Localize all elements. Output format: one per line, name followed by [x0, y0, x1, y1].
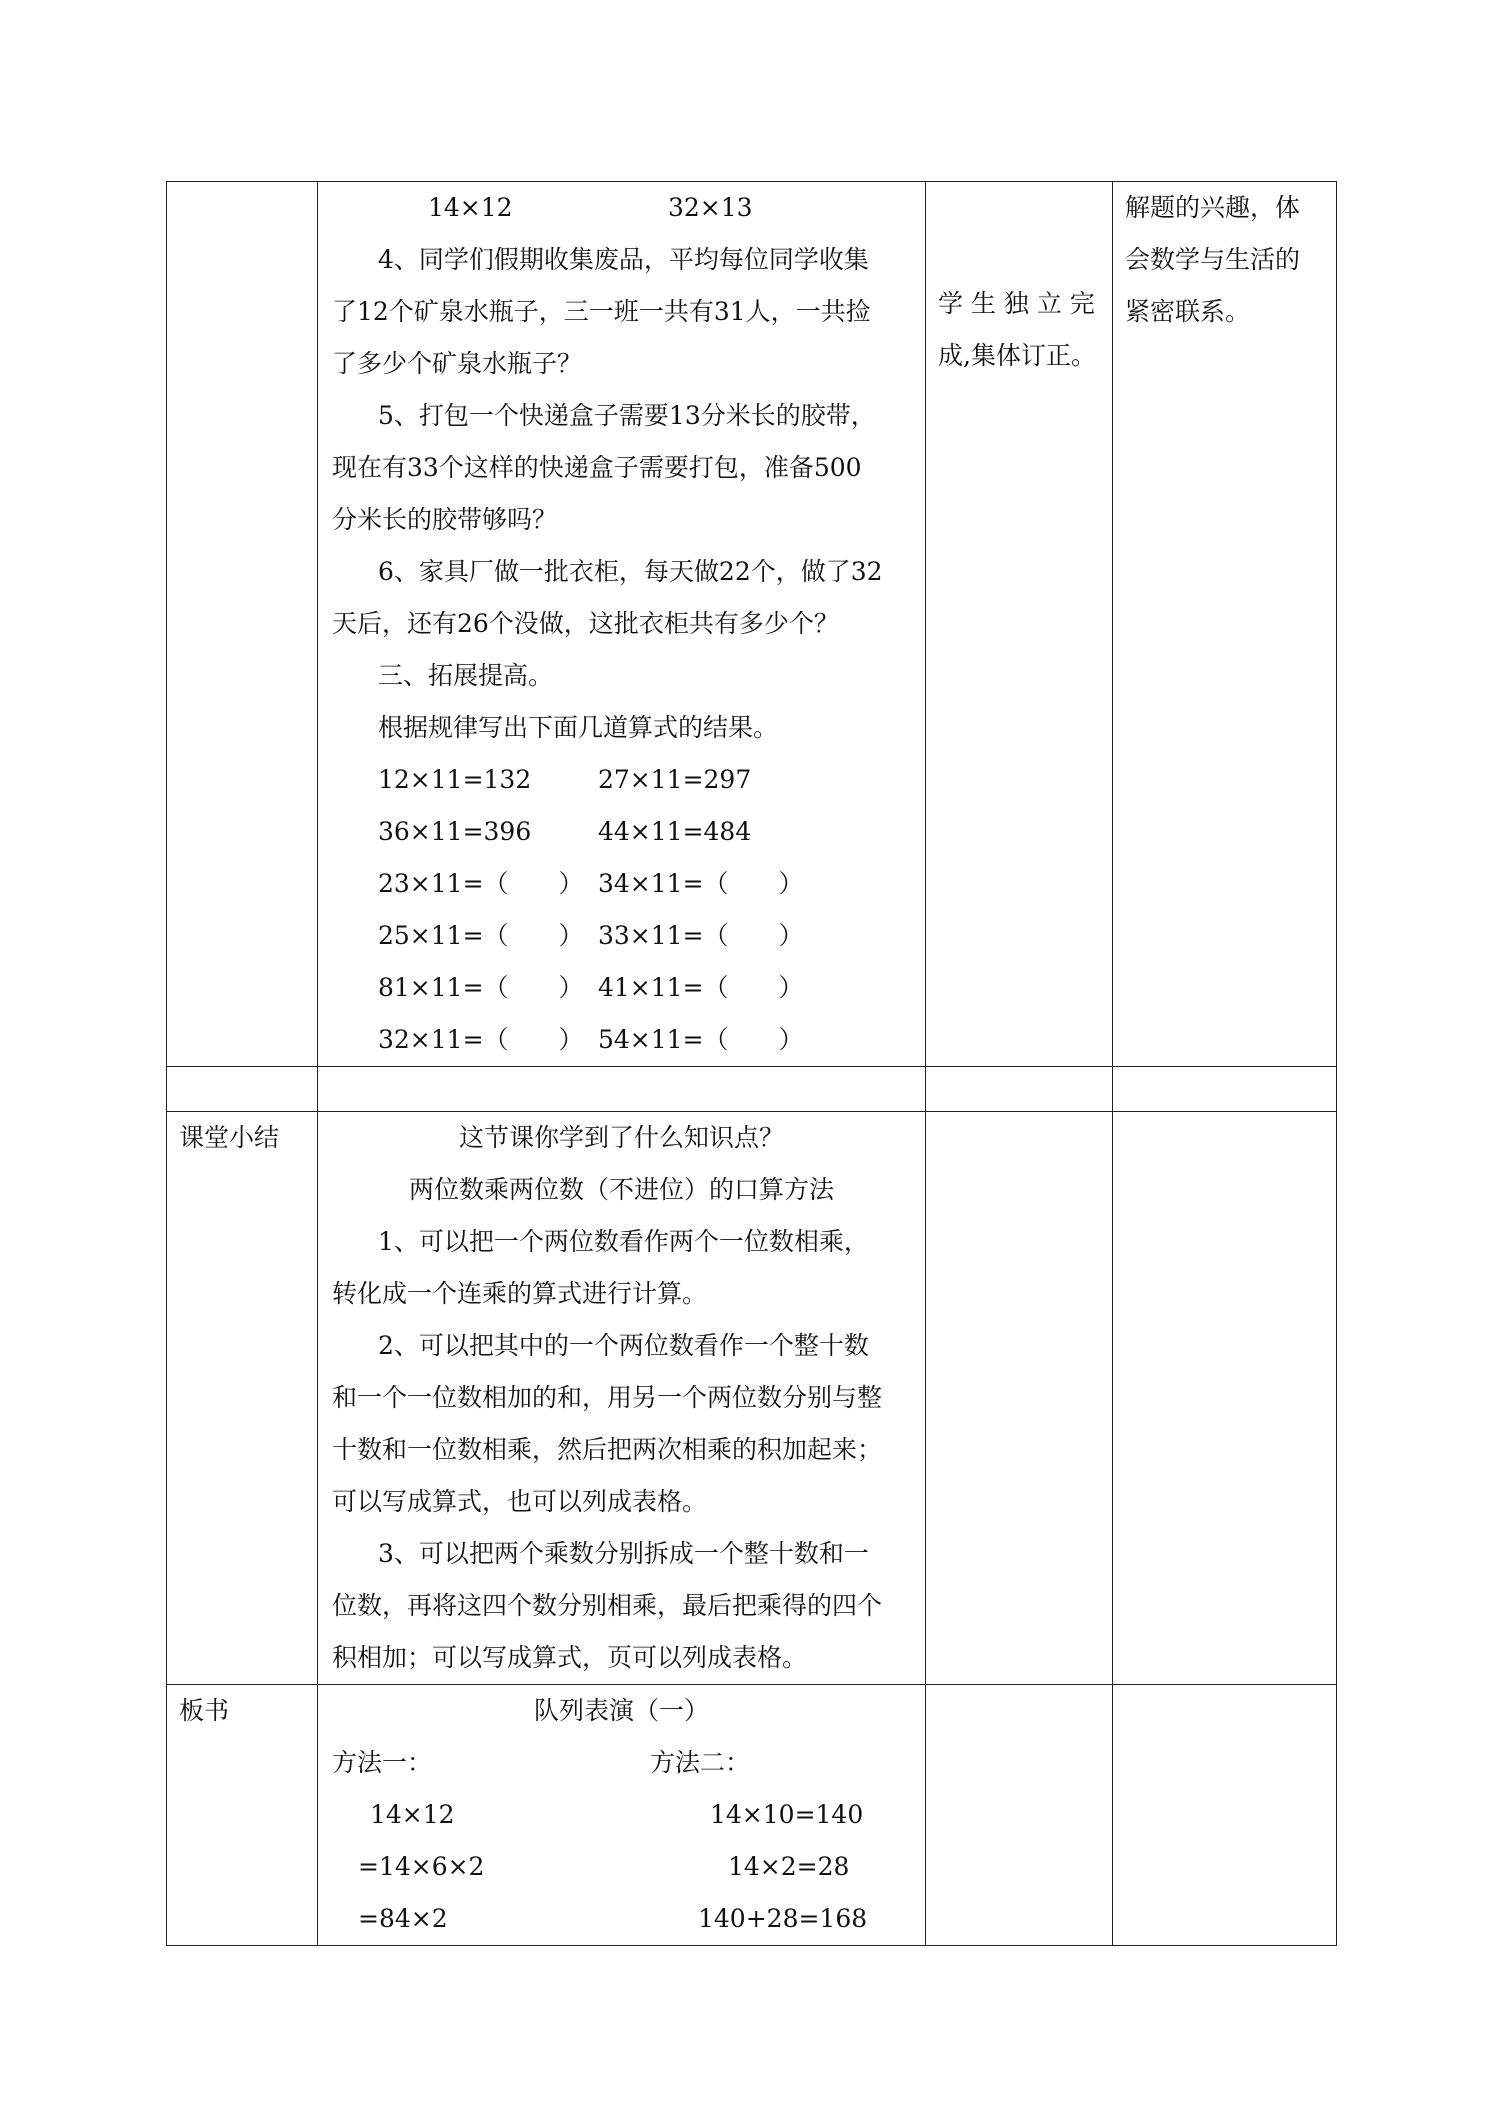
board-label-cell	[167, 1685, 318, 1946]
method2-step: 14×2=28	[728, 1852, 850, 1881]
example-row	[318, 962, 925, 1014]
method2-step: 140+28=168	[698, 1904, 868, 1933]
board-content-cell	[318, 1685, 926, 1946]
empty-cell	[926, 1112, 1113, 1685]
intent-line2: 会数学与生活的	[1125, 245, 1301, 274]
example-row	[318, 858, 925, 910]
section-3-heading: 三、拓展提高。	[378, 661, 554, 690]
student-activity-line2: 成,集体订正。	[938, 341, 1096, 370]
example-left: 12×11=132	[378, 765, 532, 794]
intent-line3: 紧密联系。	[1125, 297, 1251, 326]
example-row	[318, 910, 925, 962]
exercise-row	[167, 182, 1337, 1067]
summary-p3-line3: 积相加；可以写成算式，页可以列成表格。	[332, 1643, 808, 1672]
example-left: 32×11=（ ）	[378, 1025, 584, 1054]
exercise-content-cell	[318, 182, 926, 1067]
summary-p2-line2: 和一个一位数相加的和，用另一个两位数分别与整	[332, 1383, 883, 1412]
student-activity-line1: 学 生 独 立 完	[938, 289, 1095, 318]
expression: 14×12	[428, 193, 513, 222]
empty-cell	[167, 1067, 318, 1112]
example-row	[318, 806, 925, 858]
summary-p1-line2: 转化成一个连乘的算式进行计算。	[332, 1279, 708, 1308]
board-label: 板书	[179, 1696, 230, 1725]
top-line	[318, 182, 925, 234]
summary-question: 这节课你学到了什么知识点？	[458, 1123, 784, 1152]
example-left: 23×11=（ ）	[378, 869, 584, 898]
example-right: 44×11=484	[598, 817, 752, 846]
empty-cell	[1113, 1112, 1337, 1685]
example-right: 41×11=（ ）	[598, 973, 804, 1002]
method2-step: 14×10=140	[710, 1800, 864, 1829]
exercise-label-cell	[167, 182, 318, 1067]
summary-label: 课堂小结	[179, 1123, 280, 1152]
summary-p3-line1: 3、可以把两个乘数分别拆成一个整十数和一	[378, 1539, 869, 1568]
expression: 32×13	[668, 193, 753, 222]
empty-row	[167, 1067, 1337, 1112]
problem-4-line3: 了多少个矿泉水瓶子？	[332, 349, 583, 378]
board-line	[318, 1841, 925, 1893]
pattern-instruction: 根据规律写出下面几道算式的结果。	[378, 713, 779, 742]
problem-5-line3: 分米长的胶带够吗？	[332, 505, 558, 534]
summary-p3-line2: 位数，再将这四个数分别相乘，最后把乘得的四个	[332, 1591, 883, 1620]
method1-step: =84×2	[358, 1904, 448, 1933]
summary-content-cell	[318, 1112, 926, 1685]
example-left: 36×11=396	[378, 817, 532, 846]
example-right: 54×11=（ ）	[598, 1025, 804, 1054]
problem-4-line1: 4、同学们假期收集废品，平均每位同学收集	[378, 245, 869, 274]
empty-cell	[926, 1685, 1113, 1946]
example-right: 33×11=（ ）	[598, 921, 804, 950]
example-left: 25×11=（ ）	[378, 921, 584, 950]
example-row	[318, 754, 925, 806]
empty-cell	[318, 1067, 926, 1112]
summary-label-cell	[167, 1112, 318, 1685]
board-line	[318, 1789, 925, 1841]
empty-cell	[1113, 1067, 1337, 1112]
problem-6-line2: 天后，还有26个没做，这批衣柜共有多少个？	[332, 609, 839, 638]
example-right: 27×11=297	[598, 765, 752, 794]
summary-p2-line1: 2、可以把其中的一个两位数看作一个整十数	[378, 1331, 869, 1360]
board-line	[318, 1893, 925, 1945]
summary-subtitle: 两位数乘两位数（不进位）的口算方法	[408, 1175, 834, 1204]
empty-cell	[1113, 1685, 1337, 1946]
design-intent-cell	[1113, 182, 1337, 1067]
method2-label: 方法二：	[650, 1748, 751, 1777]
example-left: 81×11=（ ）	[378, 973, 584, 1002]
example-right: 34×11=（ ）	[598, 869, 804, 898]
method1-label: 方法一：	[332, 1748, 433, 1777]
problem-5-line1: 5、打包一个快递盒子需要13分米长的胶带，	[378, 401, 876, 430]
empty-cell	[926, 1067, 1113, 1112]
summary-row	[167, 1112, 1337, 1685]
method1-step: 14×12	[370, 1800, 455, 1829]
board-method-labels	[318, 1737, 925, 1789]
problem-4-line2: 了12个矿泉水瓶子，三一班一共有31人，一共捡	[332, 297, 871, 326]
method1-step: =14×6×2	[358, 1852, 485, 1881]
problem-5-line2: 现在有33个这样的快递盒子需要打包，准备500	[332, 453, 862, 482]
board-row	[167, 1685, 1337, 1946]
summary-p1-line1: 1、可以把一个两位数看作两个一位数相乘，	[378, 1227, 869, 1256]
summary-p2-line3: 十数和一位数相乘，然后把两次相乘的积加起来；	[332, 1435, 883, 1464]
board-title: 队列表演（一）	[533, 1696, 709, 1725]
intent-line1: 解题的兴趣，体	[1125, 193, 1301, 222]
problem-6-line1: 6、家具厂做一批衣柜，每天做22个，做了32	[378, 557, 883, 586]
summary-p2-line4: 可以写成算式，也可以列成表格。	[332, 1487, 708, 1516]
lesson-plan-table	[166, 181, 1337, 1946]
example-row	[318, 1014, 925, 1066]
student-activity-cell	[926, 182, 1113, 1067]
